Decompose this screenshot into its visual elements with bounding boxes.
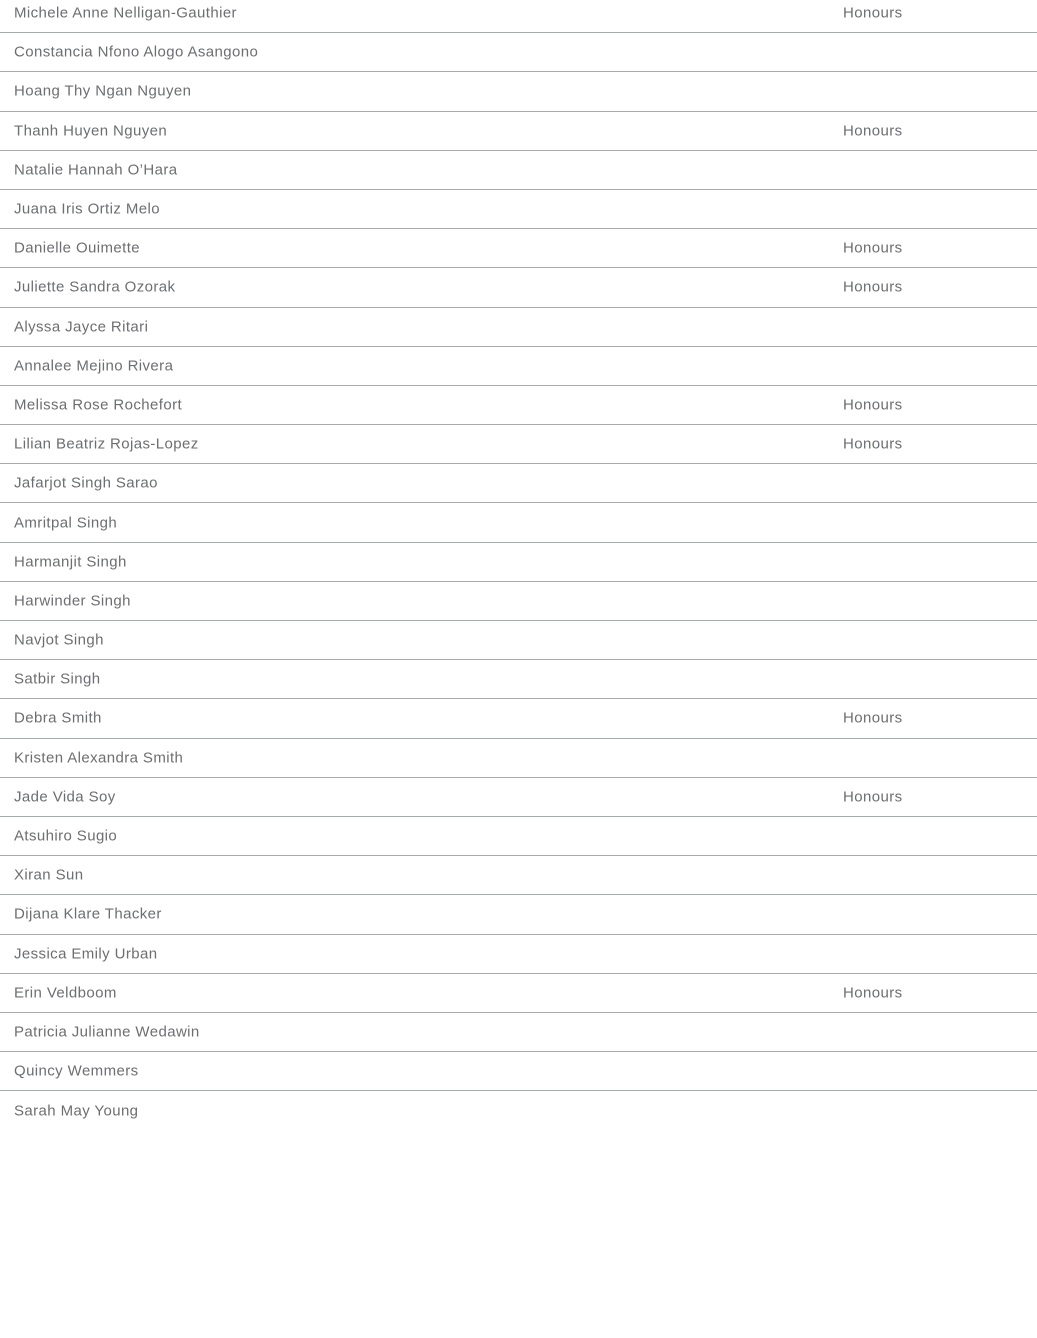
student-name: Jafarjot Singh Sarao: [14, 474, 158, 492]
list-item: [0, 386, 1037, 425]
list-item: [0, 856, 1037, 895]
student-name: Jade Vida Soy: [14, 788, 116, 806]
list-item: [0, 72, 1037, 111]
list-item: [0, 621, 1037, 660]
student-name: Sarah May Young: [14, 1102, 139, 1120]
student-name: Jessica Emily Urban: [14, 945, 158, 963]
student-name: Michele Anne Nelligan-Gauthier: [14, 4, 237, 22]
list-item: [0, 308, 1037, 347]
list-item: [0, 582, 1037, 621]
student-name: Melissa Rose Rochefort: [14, 396, 183, 414]
student-name: Danielle Ouimette: [14, 239, 141, 257]
list-item: [0, 347, 1037, 386]
student-name: Hoang Thy Ngan Nguyen: [14, 82, 192, 100]
student-name: Constancia Nfono Alogo Asangono: [14, 43, 259, 61]
student-name: Lilian Beatriz Rojas-Lopez: [14, 435, 199, 453]
list-item: [0, 464, 1037, 503]
honours-badge: Honours: [843, 396, 903, 414]
list-item: [0, 503, 1037, 542]
student-name: Erin Veldboom: [14, 984, 117, 1002]
list-item: [0, 33, 1037, 72]
student-name: Debra Smith: [14, 709, 102, 727]
honours-badge: Honours: [843, 709, 903, 727]
student-name: Patricia Julianne Wedawin: [14, 1023, 200, 1041]
student-name: Annalee Mejino Rivera: [14, 357, 174, 375]
student-name: Juliette Sandra Ozorak: [14, 278, 176, 296]
list-item: [0, 190, 1037, 229]
list-item: [0, 739, 1037, 778]
list-item: [0, 0, 1037, 33]
student-name: Satbir Singh: [14, 670, 101, 688]
student-name: Natalie Hannah O’Hara: [14, 161, 178, 179]
student-name: Navjot Singh: [14, 631, 104, 649]
honours-badge: Honours: [843, 4, 903, 22]
list-item: [0, 974, 1037, 1013]
list-item: [0, 425, 1037, 464]
honours-badge: Honours: [843, 435, 903, 453]
list-item: [0, 1091, 1037, 1130]
student-name: Juana Iris Ortiz Melo: [14, 200, 160, 218]
honours-badge: Honours: [843, 788, 903, 806]
student-name: Atsuhiro Sugio: [14, 827, 118, 845]
student-name: Xiran Sun: [14, 866, 84, 884]
list-item: [0, 935, 1037, 974]
list-item: [0, 151, 1037, 190]
list-item: [0, 112, 1037, 151]
honours-badge: Honours: [843, 122, 903, 140]
student-name: Dijana Klare Thacker: [14, 905, 162, 923]
list-item: [0, 1013, 1037, 1052]
honours-badge: Honours: [843, 984, 903, 1002]
list-item: [0, 817, 1037, 856]
honours-badge: Honours: [843, 278, 903, 296]
student-name: Alyssa Jayce Ritari: [14, 318, 149, 336]
list-item: [0, 1052, 1037, 1091]
list-item: [0, 699, 1037, 738]
honours-badge: Honours: [843, 239, 903, 257]
student-name: Thanh Huyen Nguyen: [14, 122, 168, 140]
list-item: [0, 660, 1037, 699]
list-item: [0, 229, 1037, 268]
student-name: Harwinder Singh: [14, 592, 131, 610]
student-name: Quincy Wemmers: [14, 1062, 139, 1080]
list-item: [0, 268, 1037, 307]
list-item: [0, 778, 1037, 817]
list-item: [0, 895, 1037, 934]
student-name: Amritpal Singh: [14, 514, 118, 532]
student-name: Harmanjit Singh: [14, 553, 127, 571]
list-item: [0, 543, 1037, 582]
student-name: Kristen Alexandra Smith: [14, 749, 184, 767]
